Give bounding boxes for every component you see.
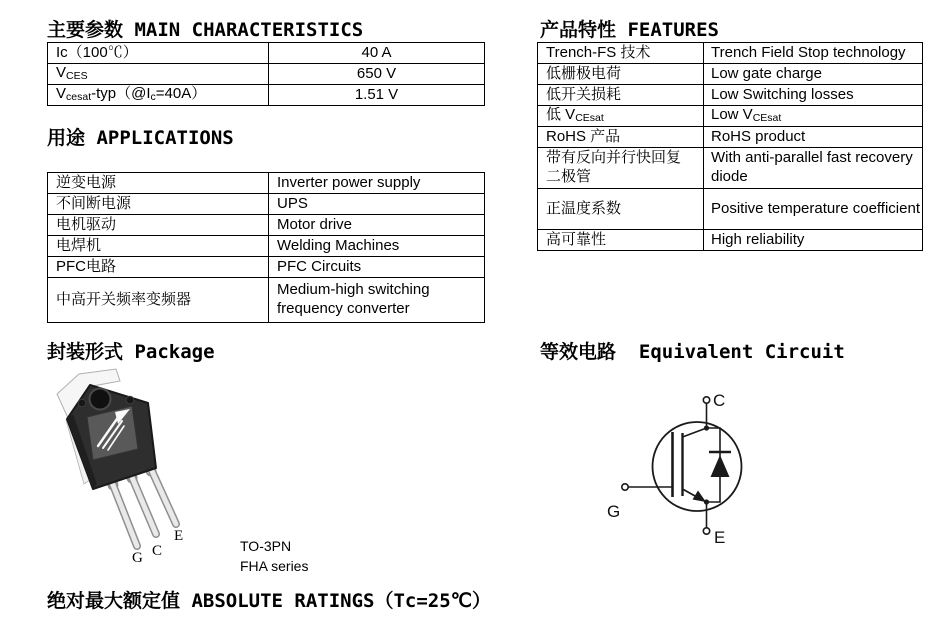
features-table: [537, 42, 923, 251]
feature-zh-cell: 带有反向并行快回复二极管: [538, 148, 704, 189]
applications-table: [47, 172, 485, 323]
gate-terminal: [622, 484, 628, 490]
table-row: [538, 189, 923, 230]
circuit-label-emitter: E: [714, 528, 726, 547]
table-row: [48, 64, 485, 85]
circuit-label-gate: G: [607, 502, 621, 521]
table-row: [538, 64, 923, 85]
feature-en-cell: High reliability: [704, 230, 923, 251]
feature-en-cell: Low gate charge: [704, 64, 923, 85]
absolute-ratings-heading: 绝对最大额定值 ABSOLUTE RATINGS（Tc=25℃）: [47, 590, 491, 612]
emitter-terminal: [703, 528, 709, 534]
table-row: [48, 257, 485, 278]
feature-zh-cell: 低栅极电荷: [538, 64, 704, 85]
collector-terminal: [703, 397, 709, 403]
feature-zh-cell: RoHS 产品: [538, 127, 704, 148]
table-row: [48, 173, 485, 194]
table-row: [48, 43, 485, 64]
main-characteristics-table: [47, 42, 485, 106]
application-en-cell: UPS: [269, 194, 485, 215]
application-zh-cell: 中高开关频率变频器: [48, 278, 269, 323]
package-dimple: [78, 399, 86, 407]
pin-label-g: G: [132, 550, 143, 566]
feature-en-cell: Trench Field Stop technology: [704, 43, 923, 64]
param-cell: Ic（100℃）: [48, 43, 269, 64]
application-zh-cell: PFC电路: [48, 257, 269, 278]
param-cell: Vcesat-typ（@Ic=40A）: [48, 85, 269, 106]
table-row: [538, 127, 923, 148]
application-en-cell: Medium-high switching frequency converter: [269, 278, 485, 323]
table-row: [538, 148, 923, 189]
application-en-cell: Motor drive: [269, 215, 485, 236]
feature-zh-cell: 低 VCEsat: [538, 106, 704, 127]
value-cell: 650 V: [269, 64, 485, 85]
feature-en-cell: RoHS product: [704, 127, 923, 148]
pin-label-e: E: [174, 528, 184, 544]
applications-heading: 用途 APPLICATIONS: [47, 127, 234, 149]
package-heading: 封装形式 Package: [47, 341, 215, 363]
package-type-label: TO-3PN: [240, 538, 292, 554]
table-row: [48, 236, 485, 257]
value-cell: 1.51 V: [269, 85, 485, 106]
igbt-equivalent-circuit-diagram: [560, 380, 810, 555]
application-zh-cell: 逆变电源: [48, 173, 269, 194]
table-row: [48, 194, 485, 215]
value-cell: 40 A: [269, 43, 485, 64]
package-dimple: [126, 396, 134, 404]
feature-en-cell: Low VCEsat: [704, 106, 923, 127]
circuit-label-collector: C: [713, 391, 726, 410]
table-row: [538, 85, 923, 106]
application-zh-cell: 电机驱动: [48, 215, 269, 236]
diode-triangle: [711, 455, 730, 477]
junction-dot: [704, 425, 709, 430]
application-en-cell: PFC Circuits: [269, 257, 485, 278]
package-series-label: FHA series: [240, 558, 309, 574]
equivalent-circuit-heading: 等效电路 Equivalent Circuit: [540, 341, 845, 363]
application-en-cell: Welding Machines: [269, 236, 485, 257]
application-en-cell: Inverter power supply: [269, 173, 485, 194]
feature-zh-cell: 低开关损耗: [538, 85, 704, 106]
junction-dot: [704, 499, 709, 504]
mounting-hole: [90, 389, 111, 410]
main-characteristics-heading: 主要参数 MAIN CHARACTERISTICS: [47, 19, 364, 41]
param-cell: VCES: [48, 64, 269, 85]
application-zh-cell: 不间断电源: [48, 194, 269, 215]
pin-label-c: C: [152, 543, 163, 559]
emitter-arrow: [693, 491, 707, 503]
features-heading: 产品特性 FEATURES: [540, 19, 719, 41]
feature-en-cell: Low Switching losses: [704, 85, 923, 106]
table-row: [48, 215, 485, 236]
table-row: [538, 43, 923, 64]
feature-en-cell: With anti-parallel fast recovery diode: [704, 148, 923, 189]
table-row: [538, 230, 923, 251]
feature-en-cell: Positive temperature coefficient: [704, 189, 923, 230]
package-photo-illustration: [45, 360, 255, 560]
table-row: [538, 106, 923, 127]
feature-zh-cell: Trench-FS 技术: [538, 43, 704, 64]
feature-zh-cell: 高可靠性: [538, 230, 704, 251]
application-zh-cell: 电焊机: [48, 236, 269, 257]
feature-zh-cell: 正温度系数: [538, 189, 704, 230]
table-row: [48, 278, 485, 323]
table-row: [48, 85, 485, 106]
